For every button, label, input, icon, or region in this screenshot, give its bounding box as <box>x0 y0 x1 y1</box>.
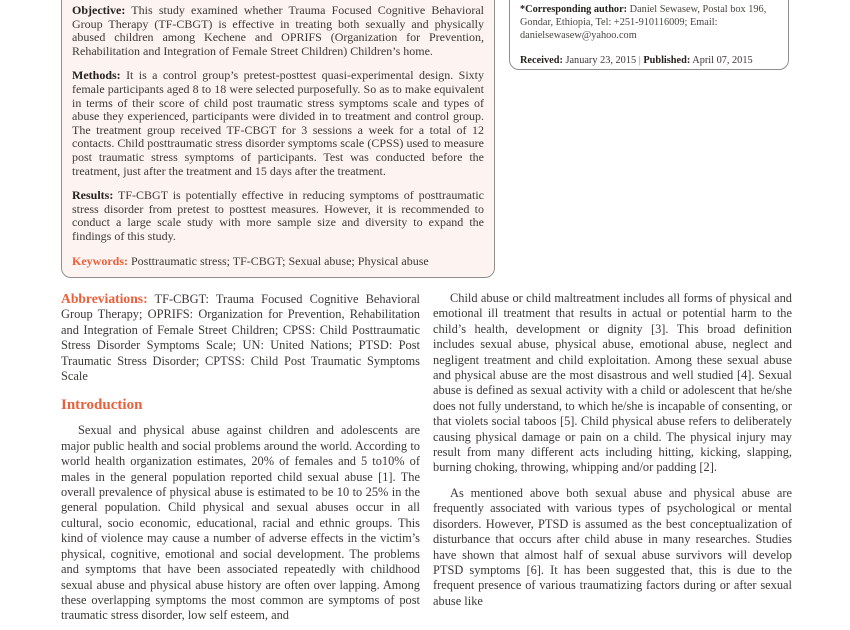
right-paragraph-1: Child abuse or child maltreatment includes all forms of physical and emotional ill treatment that results in actual or potential harm to the child’s health, development or dignity [3]. This broad definition includes sexual abuse, physical abuse, emotional abuse, neglect and negligent treatment and child exploitation. Among these sexual abuse and physical abuse are the most disastrous and well studied [4]. Sexual abuse is defined as sexual activity with a child or adolescent that he/she does not fully understand, to which he/she is incapable of consenting, or that violets social taboos [5]. Child physical abuse refers to deliberately causing physical damage or pain on a child. The physical injury may result from many different acts including hitting, kicking, slapping, burning choking, throwing, whipping and/or padding [2]. <box>433 291 792 475</box>
right-paragraph-2: As mentioned above both sexual abuse and physical abuse are frequently associated with various types of psychological or mental disorders. However, PTSD is assumed as the best conceptualization of disturbance that occurs after child abuse in many researches. Studies have shown that almost half of sexual abuse survivors will develop PTSD symptoms [6]. It has been suggested that, this is due to the frequent presence of various traumatizing factors during or after sexual abuse like <box>433 485 792 608</box>
received-date: January 23, 2015 <box>565 55 637 66</box>
abstract-box <box>61 0 495 278</box>
methods-text: It is a control group’s pretest-posttest quasi-experimental design. Sixty female participants aged 8 to 18 were selected purposefully. So as to make equivalent in terms of their score of child post traumatic stress symptoms scale and types of abuse they experienced, participants were divided in to treatment and control group. The treatment group received TF-CBGT for 3 sessions a week for a total of 12 contacts. Child posttraumatic stress disorder symptoms scale (CPSS) used to measure post traumatic stress symptoms of participants. Test was conducted before the treatment, just after the treatment and 15 days after the treatment. <box>72 68 485 178</box>
abbreviations-text: TF-CBGT: Trauma Focused Cognitive Behavioral Group Therapy; OPRIFS: Organization for Prevention, Rehabilitation and Integration of Female Street Children; CPSS: Child Posttraumatic Stress Disorder Symptoms Scale; UN: United Nations; PTSD: Post Traumatic Stress Disorder; CPTSS: Child Post Traumatic Symptoms Scale <box>61 292 421 384</box>
results-label: Results: <box>72 188 114 203</box>
published-label: Published: <box>643 55 691 66</box>
methods-label: Methods: <box>72 68 121 83</box>
abstract-objective <box>72 4 484 58</box>
abbreviations-paragraph <box>61 291 420 384</box>
abbreviations-label: Abbreviations: <box>61 291 148 306</box>
article-body <box>61 291 792 630</box>
corresponding-author-box <box>509 0 789 70</box>
objective-text: This study examined whether Trauma Focused Cognitive Behavioral Group Therapy (TF-CBGT) is effective in treating both sexually and physically abused children among Kechene and OPRIFS (Organization for Prevention, Rehabilitation and Integration of Female Street Children) Children’s home. <box>72 3 484 58</box>
introduction-heading: Introduction <box>61 397 143 414</box>
corresponding-author-line <box>520 3 778 42</box>
objective-label: Objective: <box>72 3 126 17</box>
published-date: April 07, 2015 <box>692 55 753 66</box>
dates-line <box>520 54 778 67</box>
abstract-methods <box>72 69 484 178</box>
introduction-paragraph: Sexual and physical abuse against children and adolescents are major public health and social problems around the world. According to world health organization estimates, 20% of females and 5 to10% of males in the general population reported child sexual abuse [1]. The overall prevalence of physical abuse is estimated to be 10 to 25% in the general population. Child physical and sexual abuses occur in all cultural, socio economic, educational, racial and ethnic groups. This kind of violence may cause a number of adverse effects in the victim’s physical, cognitive, emotional and social development. The problems and symptoms that have been associated repeatedly with childhood sexual abuse and physical abuse history are often over lapping. Among these overlapping symptoms the most common are symptoms of post traumatic stress disorder, low self esteem, and <box>61 423 420 623</box>
right-column <box>433 291 792 630</box>
results-text: TF-CBGT is potentially effective in reducing symptoms of posttraumatic stress disorder from pretest to posttest measures. However, it is recommended to conduct a large scale study with more sample size and diversity to expand the findings of this study. <box>72 188 484 243</box>
left-column <box>61 291 420 630</box>
corresponding-author-text: Daniel Sewasew, Postal box 196, Gondar, Ethiopia, Tel: +251-910116009; Email: danielsewasew@yahoo.com <box>520 4 767 41</box>
abstract-results <box>72 189 484 243</box>
keywords-label: Keywords: <box>72 253 128 268</box>
abstract-keywords <box>72 255 484 269</box>
received-label: Received: <box>520 55 563 66</box>
keywords-text: Posttraumatic stress; TF-CBGT; Sexual abuse; Physical abuse <box>131 253 429 268</box>
date-separator: | <box>638 55 641 66</box>
corresponding-author-label: *Corresponding author: <box>520 4 628 15</box>
